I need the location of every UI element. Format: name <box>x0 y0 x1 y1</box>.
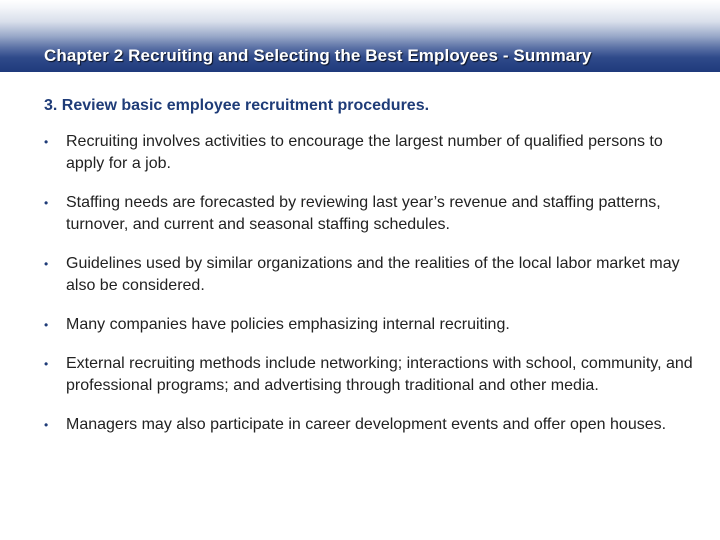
learning-objective: 3. Review basic employee recruitment procedures. <box>44 97 430 114</box>
bullet-career-events <box>44 414 694 436</box>
bullet-text: Staffing needs are forecasted by reviewing last year’s revenue and staffing patterns, turnover, and current and seasonal staffing schedules. <box>66 194 661 233</box>
bullet-text: External recruiting methods include networking; interactions with school, community, and professional programs; and advertising through traditional and other media. <box>66 355 693 394</box>
bullet-internal-recruiting <box>44 314 694 336</box>
bullet-text: Many companies have policies emphasizing internal recruiting. <box>66 316 510 333</box>
bullet-external-recruiting <box>44 353 694 397</box>
bullet-text: Managers may also participate in career development events and offer open houses. <box>66 416 667 433</box>
bullet-recruiting-definition <box>44 131 694 175</box>
bullet-icon: • <box>44 318 49 332</box>
bullet-icon: • <box>44 257 49 271</box>
bullet-icon: • <box>44 135 49 149</box>
bullet-text: Recruiting involves activities to encourage the largest number of qualified persons to apply for a job. <box>66 133 663 172</box>
slide-title: Chapter 2 Recruiting and Selecting the Best Employees - Summary <box>44 46 592 65</box>
bullet-guidelines <box>44 253 694 297</box>
bullet-icon: • <box>44 357 49 371</box>
bullet-staffing-forecast <box>44 192 694 236</box>
bullet-text: Guidelines used by similar organizations and the realities of the local labor market may also be considered. <box>66 255 680 294</box>
bullet-icon: • <box>44 418 49 432</box>
summary-bullet-list <box>44 131 694 453</box>
bullet-icon: • <box>44 196 49 210</box>
